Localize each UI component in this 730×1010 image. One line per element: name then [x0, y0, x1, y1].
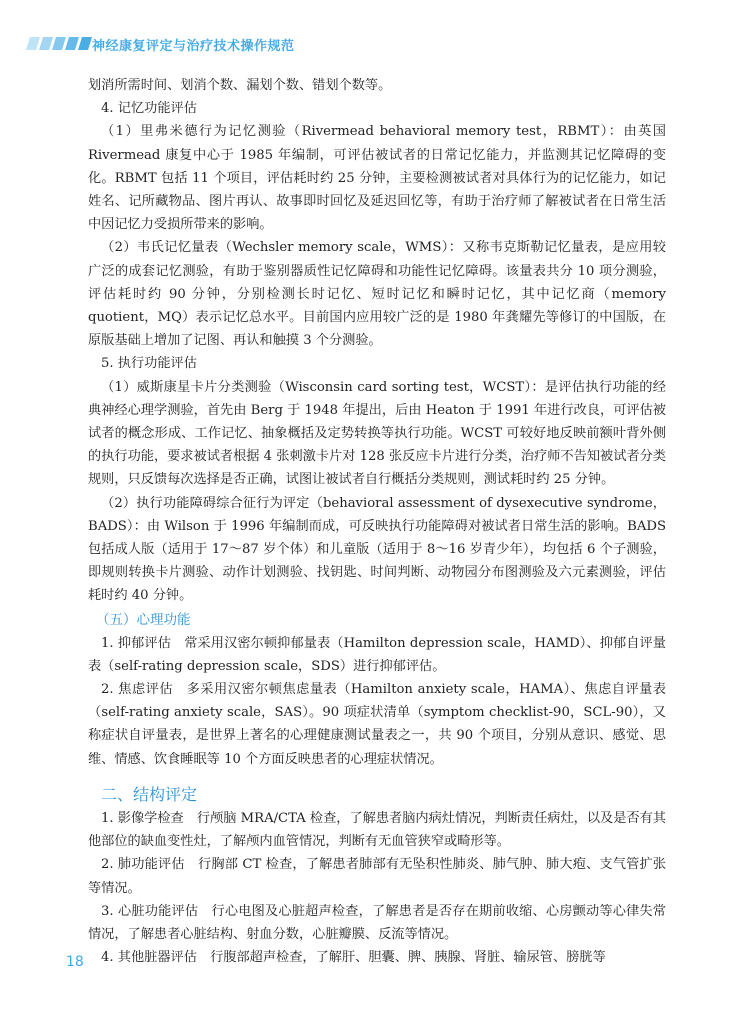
structure-imaging-paragraph: 1. 影像学检查 行颅脑 MRA/CTA 检查，了解患者脑内病灶情况，判断责任病灶，以及是否有其他部位的缺血变性灶，了解颅内血管情况，判断有无血管狭窄或畸形等。: [88, 810, 666, 850]
memory-heading: 4. 记忆功能评估: [101, 101, 197, 117]
memory-rbmt-paragraph: （1）里弗米德行为记忆测验（Rivermead behavioral memory test，RBMT）：由英国 Rivermead 康复中心于 1985 年编制，可评估被试者的日常记忆能力，并监测其记忆障碍的变化。RBMT 包括 11 个项目，评估耗时约 25 分钟，主要检测被试者对具体行为的记忆能力，如记姓名、记所藏物品、图片再认、故事即时回忆及延迟回忆等，有助于治疗师了解被试者在日常生活中因记忆力受损所带来的影响。: [88, 124, 666, 233]
header-stripes-decoration: [26, 37, 92, 50]
structure-heart-paragraph: 3. 心脏功能评估 行心电图及心脏超声检查，了解患者是否存在期前收缩、心房颤动等心律失常情况，了解患者心脏结构、射血分数，心脏瓣膜、反流等情况。: [88, 903, 666, 942]
psych-anxiety-paragraph: 2. 焦虑评估 多采用汉密尔顿焦虑量表（Hamilton anxiety scale，HAMA）、焦虑自评量表（self-rating anxiety scale，SAS）。90 项症状清单（symptom checklist-90，SCL-90），又称症状自评量表，是世界上著名的心理健康测试量表之一，共 90 个项目，分别从意识、感觉、思维、情感、饮食睡眠等 10 个方面反映患者的心理症状情况。: [88, 682, 666, 767]
page-number: 18: [66, 954, 84, 970]
page-body: [88, 74, 666, 969]
executive-wcst-paragraph: （1）威斯康星卡片分类测验（Wisconsin card sorting test，WCST）：是评估执行功能的经典神经心理学测验，首先由 Berg 于 1948 年提出，后由 Heaton 于 1991 年进行改良，可评估被试者的概念形成、工作记忆、抽象概括及定势转换等执行功能。WCST 可较好地反映前额叶背外侧的执行功能，要求被试者根据 4 张刺激卡片对 128 张反应卡片进行分类，治疗师不告知被试者分类规则，只反馈每次选择是否正确，试图让被试者自行概括分类规则，测试耗时约 25 分钟。: [88, 379, 666, 488]
executive-bads-paragraph: （2）执行功能障碍综合征行为评定（behavioral assessment of dysexecutive syndrome，BADS）：由 Wilson 于 1996 年编制而成，可反映执行功能障碍对被试者日常生活的影响。BADS 包括成人版（适用于 17～87 岁个体）和儿童版（适用于 8～16 岁青少年），均包括 6 个子测验，即规则转换卡片测验、动作计划测验、找钥匙、时间判断、动物园分布图测验及六元素测验，评估耗时约 40 分钟。: [88, 495, 666, 604]
memory-wms-paragraph: （2）韦氏记忆量表（Wechsler memory scale，WMS）：又称韦克斯勒记忆量表，是应用较广泛的成套记忆测验，有助于鉴别器质性记忆障碍和功能性记忆障碍。该量表共分 10 项分测验，评估耗时约 90 分钟，分别检测长时记忆、短时记忆和瞬时记忆，其中记忆商（memory quotient，MQ）表示记忆总水平。目前国内应用较广泛的是 1980 年龚耀先等修订的中国版，在原版基础上增加了记图、再认和触摸 3 个分测验。: [88, 240, 666, 349]
structure-chapter-heading: 二、结构评定: [101, 784, 198, 804]
structure-other-organs-paragraph: 4. 其他脏器评估 行腹部超声检查，了解肝、胆囊、脾、胰腺、肾脏、输尿管、膀胱等: [101, 950, 606, 966]
intro-paragraph: 划消所需时间、划消个数、漏划个数、错划个数等。: [88, 78, 392, 93]
running-header: [0, 34, 730, 54]
book-title: 神经康复评定与治疗技术操作规范: [92, 39, 295, 54]
psych-depression-paragraph: 1. 抑郁评估 常采用汉密尔顿抑郁量表（Hamilton depression scale，HAMD）、抑郁自评量表（self-rating depression scale，SDS）进行抑郁评估。: [88, 635, 666, 674]
structure-lung-paragraph: 2. 肺功能评估 行胸部 CT 检查，了解患者肺部有无坠积性肺炎、肺气肿、肺大疱、支气管扩张等情况。: [88, 857, 666, 896]
psych-section-heading: （五）心理功能: [96, 611, 191, 628]
executive-heading: 5. 执行功能评估: [101, 356, 197, 372]
